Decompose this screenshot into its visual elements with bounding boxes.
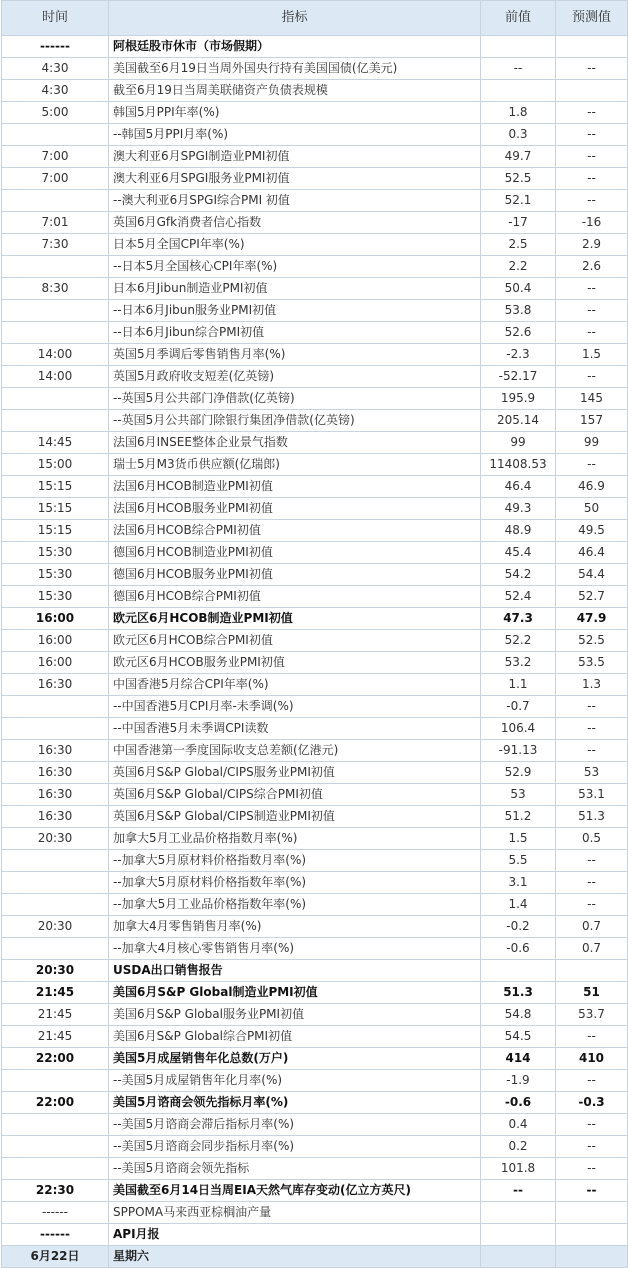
previous-cell: -91.13	[481, 740, 556, 762]
previous-cell: 47.3	[481, 608, 556, 630]
table-row	[2, 388, 628, 410]
table-row	[2, 850, 628, 872]
forecast-cell	[556, 36, 628, 58]
table-row	[2, 608, 628, 630]
previous-cell: 205.14	[481, 410, 556, 432]
forecast-cell: 53	[556, 762, 628, 784]
indicator-cell: 中国香港第一季度国际收支总差额(亿港元)	[109, 740, 481, 762]
forecast-cell: 52.5	[556, 630, 628, 652]
table-row	[2, 1202, 628, 1224]
header-time: 时间	[2, 1, 109, 36]
forecast-cell: 51	[556, 982, 628, 1004]
forecast-cell: 410	[556, 1048, 628, 1070]
indicator-cell: API月报	[109, 1224, 481, 1246]
forecast-cell: 0.5	[556, 828, 628, 850]
forecast-cell: --	[556, 1114, 628, 1136]
indicator-cell: 加拿大4月零售销售月率(%)	[109, 916, 481, 938]
header-indicator: 指标	[109, 1, 481, 36]
table-row	[2, 718, 628, 740]
table-row	[2, 630, 628, 652]
time-cell	[2, 894, 109, 916]
time-cell: 7:00	[2, 168, 109, 190]
previous-cell: 53.2	[481, 652, 556, 674]
previous-cell: 52.1	[481, 190, 556, 212]
previous-cell: 51.2	[481, 806, 556, 828]
time-cell: 8:30	[2, 278, 109, 300]
previous-cell: 1.5	[481, 828, 556, 850]
forecast-cell: --	[556, 124, 628, 146]
table-row	[2, 1070, 628, 1092]
forecast-cell: --	[556, 850, 628, 872]
forecast-cell: --	[556, 168, 628, 190]
previous-cell: 52.4	[481, 586, 556, 608]
forecast-cell: --	[556, 146, 628, 168]
header-previous: 前值	[481, 1, 556, 36]
forecast-cell: --	[556, 718, 628, 740]
indicator-cell: --美国5月成屋销售年化月率(%)	[109, 1070, 481, 1092]
previous-cell: 45.4	[481, 542, 556, 564]
time-cell: 22:00	[2, 1048, 109, 1070]
previous-cell	[481, 960, 556, 982]
indicator-cell: 英国6月Gfk消费者信心指数	[109, 212, 481, 234]
previous-cell: --	[481, 1180, 556, 1202]
table-row	[2, 102, 628, 124]
forecast-cell: --	[556, 190, 628, 212]
table-row	[2, 1092, 628, 1114]
table-header	[2, 1, 628, 36]
time-cell: 22:00	[2, 1092, 109, 1114]
previous-cell: -1.9	[481, 1070, 556, 1092]
indicator-cell: 美国5月谘商会领先指标月率(%)	[109, 1092, 481, 1114]
time-cell: 16:30	[2, 740, 109, 762]
previous-cell: 5.5	[481, 850, 556, 872]
forecast-cell: -0.3	[556, 1092, 628, 1114]
forecast-cell: --	[556, 102, 628, 124]
previous-cell: 52.2	[481, 630, 556, 652]
previous-cell: 1.1	[481, 674, 556, 696]
indicator-cell: 截至6月19日当周美联储资产负债表规模	[109, 80, 481, 102]
previous-cell: 2.2	[481, 256, 556, 278]
time-cell: 16:00	[2, 630, 109, 652]
previous-cell: 99	[481, 432, 556, 454]
indicator-cell: --中国香港5月CPI月率-未季调(%)	[109, 696, 481, 718]
forecast-cell: 50	[556, 498, 628, 520]
time-cell: 14:00	[2, 366, 109, 388]
forecast-cell: --	[556, 322, 628, 344]
table-row	[2, 454, 628, 476]
forecast-cell: 0.7	[556, 938, 628, 960]
indicator-cell: --日本6月Jibun服务业PMI初值	[109, 300, 481, 322]
day-weekday: 星期六	[109, 1246, 481, 1268]
indicator-cell: 美国截至6月19日当周外国央行持有美国国债(亿美元)	[109, 58, 481, 80]
indicator-cell: 美国6月S&P Global服务业PMI初值	[109, 1004, 481, 1026]
previous-cell: 414	[481, 1048, 556, 1070]
time-cell: 16:30	[2, 674, 109, 696]
indicator-cell: 澳大利亚6月SPGI制造业PMI初值	[109, 146, 481, 168]
indicator-cell: 阿根廷股市休市（市场假期）	[109, 36, 481, 58]
forecast-cell: 145	[556, 388, 628, 410]
table-row	[2, 762, 628, 784]
indicator-cell: 美国截至6月14日当周EIA天然气库存变动(亿立方英尺)	[109, 1180, 481, 1202]
table-row	[2, 1224, 628, 1246]
forecast-cell: --	[556, 300, 628, 322]
table-row	[2, 696, 628, 718]
time-cell: 7:30	[2, 234, 109, 256]
indicator-cell: --美国5月谘商会滞后指标月率(%)	[109, 1114, 481, 1136]
time-cell	[2, 872, 109, 894]
previous-cell: 54.5	[481, 1026, 556, 1048]
previous-cell: 51.3	[481, 982, 556, 1004]
time-cell	[2, 190, 109, 212]
previous-cell: 48.9	[481, 520, 556, 542]
header-row	[2, 1, 628, 36]
table-row	[2, 234, 628, 256]
previous-cell	[481, 36, 556, 58]
forecast-cell: 54.4	[556, 564, 628, 586]
time-cell: ------	[2, 1202, 109, 1224]
table-row	[2, 58, 628, 80]
previous-cell: 52.6	[481, 322, 556, 344]
time-cell: 16:30	[2, 762, 109, 784]
forecast-cell: 1.3	[556, 674, 628, 696]
forecast-cell: --	[556, 1026, 628, 1048]
forecast-cell: --	[556, 1136, 628, 1158]
table-row	[2, 80, 628, 102]
table-body	[2, 36, 628, 1246]
previous-cell: 52.9	[481, 762, 556, 784]
time-cell: 16:30	[2, 784, 109, 806]
time-cell	[2, 300, 109, 322]
previous-cell: 0.3	[481, 124, 556, 146]
table-row	[2, 542, 628, 564]
table-row	[2, 322, 628, 344]
forecast-cell: 46.9	[556, 476, 628, 498]
indicator-cell: 美国5月成屋销售年化总数(万户)	[109, 1048, 481, 1070]
previous-cell: 50.4	[481, 278, 556, 300]
table-row	[2, 894, 628, 916]
previous-cell: 0.4	[481, 1114, 556, 1136]
indicator-cell: 加拿大5月工业品价格指数月率(%)	[109, 828, 481, 850]
indicator-cell: 法国6月HCOB制造业PMI初值	[109, 476, 481, 498]
previous-cell	[481, 1224, 556, 1246]
indicator-cell: SPPOMA马来西亚棕榈油产量	[109, 1202, 481, 1224]
previous-cell: 101.8	[481, 1158, 556, 1180]
indicator-cell: 法国6月INSEE整体企业景气指数	[109, 432, 481, 454]
indicator-cell: --中国香港5月未季调CPI读数	[109, 718, 481, 740]
previous-cell: 52.5	[481, 168, 556, 190]
time-cell: ------	[2, 36, 109, 58]
time-cell	[2, 1114, 109, 1136]
forecast-cell: 49.5	[556, 520, 628, 542]
previous-cell: -2.3	[481, 344, 556, 366]
indicator-cell: 德国6月HCOB服务业PMI初值	[109, 564, 481, 586]
time-cell	[2, 410, 109, 432]
forecast-cell	[556, 1202, 628, 1224]
time-cell: 14:00	[2, 344, 109, 366]
indicator-cell: 英国5月政府收支短差(亿英镑)	[109, 366, 481, 388]
indicator-cell: --加拿大5月原材料价格指数月率(%)	[109, 850, 481, 872]
time-cell: 20:30	[2, 960, 109, 982]
indicator-cell: --美国5月谘商会同步指标月率(%)	[109, 1136, 481, 1158]
indicator-cell: USDA出口销售报告	[109, 960, 481, 982]
time-cell: 20:30	[2, 828, 109, 850]
table-row	[2, 300, 628, 322]
table-row	[2, 916, 628, 938]
indicator-cell: --加拿大4月核心零售销售月率(%)	[109, 938, 481, 960]
time-cell: 15:15	[2, 498, 109, 520]
indicator-cell: --澳大利亚6月SPGI综合PMI 初值	[109, 190, 481, 212]
previous-cell: 49.3	[481, 498, 556, 520]
previous-cell: 54.2	[481, 564, 556, 586]
time-cell: 14:45	[2, 432, 109, 454]
table-row	[2, 872, 628, 894]
forecast-cell: --	[556, 454, 628, 476]
indicator-cell: 日本5月全国CPI年率(%)	[109, 234, 481, 256]
time-cell: 20:30	[2, 916, 109, 938]
time-cell: 16:30	[2, 806, 109, 828]
indicator-cell: 英国6月S&P Global/CIPS制造业PMI初值	[109, 806, 481, 828]
time-cell: 16:00	[2, 652, 109, 674]
table-row	[2, 1180, 628, 1202]
time-cell	[2, 696, 109, 718]
time-cell: 7:01	[2, 212, 109, 234]
day-row	[2, 1246, 628, 1268]
indicator-cell: --加拿大5月原材料价格指数年率(%)	[109, 872, 481, 894]
forecast-cell: 0.7	[556, 916, 628, 938]
forecast-cell: --	[556, 696, 628, 718]
forecast-cell: 53.7	[556, 1004, 628, 1026]
forecast-cell: 2.9	[556, 234, 628, 256]
table-row	[2, 1004, 628, 1026]
forecast-cell: 99	[556, 432, 628, 454]
time-cell: 15:15	[2, 476, 109, 498]
previous-cell: 46.4	[481, 476, 556, 498]
forecast-cell	[556, 80, 628, 102]
table-row	[2, 432, 628, 454]
time-cell: 4:30	[2, 80, 109, 102]
previous-cell: 2.5	[481, 234, 556, 256]
previous-cell: 195.9	[481, 388, 556, 410]
indicator-cell: --加拿大5月工业品价格指数年率(%)	[109, 894, 481, 916]
forecast-cell	[556, 1224, 628, 1246]
time-cell: 15:30	[2, 564, 109, 586]
previous-cell: 53.8	[481, 300, 556, 322]
forecast-cell: --	[556, 872, 628, 894]
indicator-cell: 美国6月S&P Global制造业PMI初值	[109, 982, 481, 1004]
indicator-cell: 澳大利亚6月SPGI服务业PMI初值	[109, 168, 481, 190]
indicator-cell: --韩国5月PPI月率(%)	[109, 124, 481, 146]
forecast-cell	[556, 960, 628, 982]
time-cell: 15:30	[2, 542, 109, 564]
previous-cell: 49.7	[481, 146, 556, 168]
forecast-cell: 157	[556, 410, 628, 432]
table-row	[2, 146, 628, 168]
table-row	[2, 190, 628, 212]
indicator-cell: --日本5月全国核心CPI年率(%)	[109, 256, 481, 278]
indicator-cell: 法国6月HCOB服务业PMI初值	[109, 498, 481, 520]
table-row	[2, 828, 628, 850]
previous-cell: 3.1	[481, 872, 556, 894]
indicator-cell: 欧元区6月HCOB综合PMI初值	[109, 630, 481, 652]
forecast-cell: --	[556, 366, 628, 388]
forecast-cell: --	[556, 1158, 628, 1180]
table-row	[2, 344, 628, 366]
day-section	[2, 1246, 628, 1268]
table-row	[2, 1158, 628, 1180]
indicator-cell: 美国6月S&P Global综合PMI初值	[109, 1026, 481, 1048]
time-cell	[2, 1136, 109, 1158]
time-cell: 21:45	[2, 982, 109, 1004]
forecast-cell: --	[556, 740, 628, 762]
previous-cell: 53	[481, 784, 556, 806]
time-cell	[2, 850, 109, 872]
table-row	[2, 498, 628, 520]
table-row	[2, 740, 628, 762]
table-row	[2, 366, 628, 388]
forecast-cell: 46.4	[556, 542, 628, 564]
table-row	[2, 124, 628, 146]
table-row	[2, 1048, 628, 1070]
indicator-cell: 欧元区6月HCOB制造业PMI初值	[109, 608, 481, 630]
indicator-cell: --美国5月谘商会领先指标	[109, 1158, 481, 1180]
forecast-cell: -16	[556, 212, 628, 234]
indicator-cell: 日本6月Jibun制造业PMI初值	[109, 278, 481, 300]
time-cell: 16:00	[2, 608, 109, 630]
forecast-cell: --	[556, 1180, 628, 1202]
day-forecast-cell	[556, 1246, 628, 1268]
table-row	[2, 168, 628, 190]
forecast-cell: 51.3	[556, 806, 628, 828]
table-row	[2, 256, 628, 278]
table-row	[2, 520, 628, 542]
table-row	[2, 674, 628, 696]
table-row	[2, 1026, 628, 1048]
time-cell	[2, 322, 109, 344]
time-cell: 21:45	[2, 1026, 109, 1048]
previous-cell	[481, 80, 556, 102]
indicator-cell: --英国5月公共部门除银行集团净借款(亿英镑)	[109, 410, 481, 432]
forecast-cell: 2.6	[556, 256, 628, 278]
table-row	[2, 938, 628, 960]
time-cell: 15:30	[2, 586, 109, 608]
indicator-cell: 德国6月HCOB综合PMI初值	[109, 586, 481, 608]
previous-cell: --	[481, 58, 556, 80]
table-row	[2, 784, 628, 806]
table-row	[2, 564, 628, 586]
indicator-cell: --日本6月Jibun综合PMI初值	[109, 322, 481, 344]
time-cell	[2, 124, 109, 146]
indicator-cell: 法国6月HCOB综合PMI初值	[109, 520, 481, 542]
time-cell: 7:00	[2, 146, 109, 168]
table-row	[2, 806, 628, 828]
time-cell: ------	[2, 1224, 109, 1246]
table-row	[2, 278, 628, 300]
forecast-cell: 1.5	[556, 344, 628, 366]
time-cell: 5:00	[2, 102, 109, 124]
time-cell: 15:15	[2, 520, 109, 542]
forecast-cell: 52.7	[556, 586, 628, 608]
table-row	[2, 476, 628, 498]
previous-cell: 0.2	[481, 1136, 556, 1158]
time-cell: 15:00	[2, 454, 109, 476]
indicator-cell: --英国5月公共部门净借款(亿英镑)	[109, 388, 481, 410]
forecast-cell: 47.9	[556, 608, 628, 630]
time-cell: 22:30	[2, 1180, 109, 1202]
time-cell	[2, 388, 109, 410]
forecast-cell: --	[556, 894, 628, 916]
previous-cell	[481, 1202, 556, 1224]
day-previous-cell	[481, 1246, 556, 1268]
forecast-cell: 53.5	[556, 652, 628, 674]
economic-calendar-table	[1, 0, 628, 1268]
previous-cell: 11408.53	[481, 454, 556, 476]
time-cell	[2, 1158, 109, 1180]
header-forecast: 预测值	[556, 1, 628, 36]
previous-cell: 1.4	[481, 894, 556, 916]
indicator-cell: 欧元区6月HCOB服务业PMI初值	[109, 652, 481, 674]
previous-cell: 106.4	[481, 718, 556, 740]
table-row	[2, 982, 628, 1004]
time-cell	[2, 1070, 109, 1092]
indicator-cell: 韩国5月PPI年率(%)	[109, 102, 481, 124]
previous-cell: -17	[481, 212, 556, 234]
previous-cell: -0.6	[481, 1092, 556, 1114]
table-row	[2, 960, 628, 982]
previous-cell: -52.17	[481, 366, 556, 388]
previous-cell: -0.2	[481, 916, 556, 938]
table-row	[2, 1114, 628, 1136]
indicator-cell: 中国香港5月综合CPI年率(%)	[109, 674, 481, 696]
time-cell	[2, 256, 109, 278]
previous-cell: -0.7	[481, 696, 556, 718]
table-row	[2, 586, 628, 608]
time-cell	[2, 718, 109, 740]
indicator-cell: 英国6月S&P Global/CIPS综合PMI初值	[109, 784, 481, 806]
forecast-cell: --	[556, 278, 628, 300]
time-cell: 21:45	[2, 1004, 109, 1026]
table-row	[2, 652, 628, 674]
indicator-cell: 德国6月HCOB制造业PMI初值	[109, 542, 481, 564]
table-row	[2, 212, 628, 234]
time-cell: 4:30	[2, 58, 109, 80]
forecast-cell: 53.1	[556, 784, 628, 806]
indicator-cell: 英国5月季调后零售销售月率(%)	[109, 344, 481, 366]
forecast-cell: --	[556, 58, 628, 80]
previous-cell: -0.6	[481, 938, 556, 960]
previous-cell: 1.8	[481, 102, 556, 124]
table-row	[2, 36, 628, 58]
time-cell	[2, 938, 109, 960]
table-row	[2, 1136, 628, 1158]
forecast-cell: --	[556, 1070, 628, 1092]
indicator-cell: 英国6月S&P Global/CIPS服务业PMI初值	[109, 762, 481, 784]
previous-cell: 54.8	[481, 1004, 556, 1026]
table-row	[2, 410, 628, 432]
day-date: 6月22日	[2, 1246, 109, 1268]
indicator-cell: 瑞士5月M3货币供应额(亿瑞郎)	[109, 454, 481, 476]
